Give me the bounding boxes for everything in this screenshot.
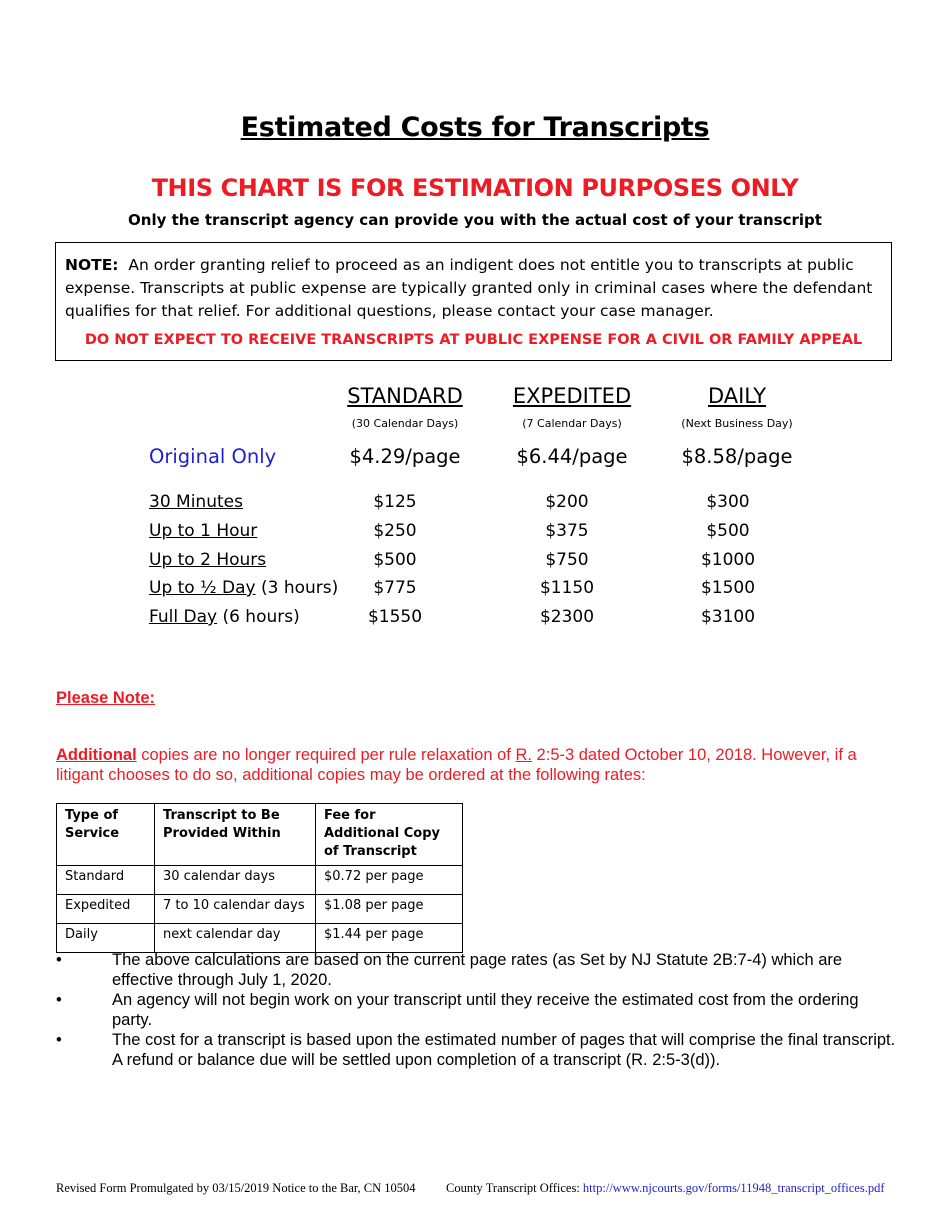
note-body: An order granting relief to proceed as an indigent does not entitle you to transcripts at public expense. Transcripts at public expense are typically granted only in criminal cases where the defendant qualifies for that relief. For additional questions, please contact your case manager. [65, 256, 873, 320]
expedited-page-rate: $6.44/page [516, 445, 628, 468]
please-note-heading: Please Note: [56, 689, 156, 707]
note-box [55, 242, 892, 361]
fee-table-cell: $0.72 per page [316, 866, 463, 895]
page-title: Estimated Costs for Transcripts [240, 112, 710, 143]
fee-table-cell: Daily [57, 924, 155, 953]
rate-cell: $1550 [367, 607, 423, 627]
rate-row-label: Up to ½ Day (3 hours) [149, 578, 339, 598]
rate-row-label: Full Day (6 hours) [149, 607, 300, 627]
agency-subheading: Only the transcript agency can provide you with the actual cost of your transcript [128, 211, 822, 229]
public-expense-warning: DO NOT EXPECT TO RECEIVE TRANSCRIPTS AT PUBLIC EXPENSE FOR A CIVIL OR FAMILY APPEAL [84, 332, 863, 348]
fee-table-cell: 30 calendar days [155, 866, 316, 895]
column-standard: STANDARD [347, 384, 463, 408]
note-text [65, 254, 880, 323]
fee-table-cell: Standard [57, 866, 155, 895]
list-item: • An agency will not begin work on your transcript until they receive the estimated cost from the ordering party. [56, 991, 859, 1029]
rate-cell: $250 [373, 521, 417, 541]
rate-cell: $775 [373, 578, 417, 598]
standard-page-rate: $4.29/page [349, 445, 461, 468]
fee-table-cell: next calendar day [155, 924, 316, 953]
additional-copies-paragraph: Additional copies are no longer required per rule relaxation of R. 2:5-3 dated October 10, 2018. However, if a litigant chooses to do so, additional copies may be ordered at the following rates: [56, 746, 857, 784]
rate-cell: $200 [545, 492, 589, 512]
footer-revision-note: Revised Form Promulgated by 03/15/2019 Notice to the Bar, CN 10504 [56, 1181, 416, 1195]
footer-offices [446, 1181, 885, 1196]
fee-table-cell: $1.44 per page [316, 924, 463, 953]
transcript-offices-link[interactable]: http://www.njcourts.gov/forms/11948_transcript_offices.pdf [582, 1181, 885, 1195]
fee-table-cell: $1.08 per page [316, 895, 463, 924]
rate-row-label: Up to 1 Hour [149, 521, 258, 541]
table-row [57, 866, 463, 895]
additional-copy-fee-table [56, 803, 463, 953]
rate-row-label: Up to 2 Hours [149, 550, 267, 570]
note-label: NOTE: [65, 256, 119, 274]
column-daily-sub: (Next Business Day) [681, 417, 793, 430]
notes-bullet-list [56, 950, 896, 1070]
fee-table-header: Type of Service [57, 804, 155, 866]
rate-cell: $1000 [700, 550, 756, 570]
bullet-icon: • [56, 951, 62, 969]
rate-cell: $500 [706, 521, 750, 541]
list-item: • The cost for a transcript is based upon the estimated number of pages that will comprise the final transcript. A refund or balance due will be settled upon completion of a transcript (R. 2:5-3(d)). [56, 1031, 896, 1069]
rate-cell: $125 [373, 492, 417, 512]
column-expedited-sub: (7 Calendar Days) [522, 417, 622, 430]
list-item: • The above calculations are based on the current page rates (as Set by NJ Statute 2B:7-4) which are effective through July 1, 2020. [56, 951, 843, 989]
rate-cell: $3100 [700, 607, 756, 627]
fee-table-header: Fee for Additional Copy of Transcript [316, 804, 463, 866]
rate-cell: $2300 [539, 607, 595, 627]
table-row [57, 924, 463, 953]
fee-table-cell: 7 to 10 calendar days [155, 895, 316, 924]
table-row [57, 895, 463, 924]
rate-cell: $300 [706, 492, 750, 512]
estimation-warning-heading: THIS CHART IS FOR ESTIMATION PURPOSES ONLY [151, 174, 799, 202]
rate-cell: $1150 [539, 578, 595, 598]
column-expedited: EXPEDITED [512, 384, 632, 408]
fee-table-header: Transcript to Be Provided Within [155, 804, 316, 866]
rate-cell: $375 [545, 521, 589, 541]
rate-cell: $750 [545, 550, 589, 570]
daily-page-rate: $8.58/page [681, 445, 793, 468]
rate-row-label: 30 Minutes [149, 492, 243, 512]
fee-table-cell: Expedited [57, 895, 155, 924]
original-only-label: Original Only [149, 445, 277, 468]
rate-cell: $1500 [700, 578, 756, 598]
column-daily: DAILY [707, 384, 767, 408]
column-standard-sub: (30 Calendar Days) [351, 417, 459, 430]
bullet-icon: • [56, 991, 62, 1009]
footer-offices-label: County Transcript Offices: [446, 1181, 583, 1195]
rate-cell: $500 [373, 550, 417, 570]
bullet-icon: • [56, 1031, 62, 1049]
